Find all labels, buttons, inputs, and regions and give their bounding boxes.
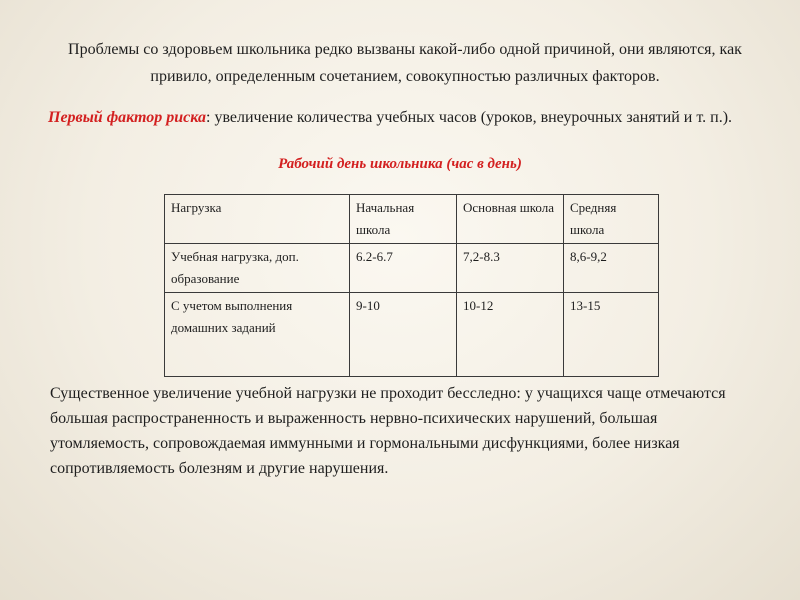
- header-cell: Основная школа: [457, 195, 564, 244]
- intro-paragraph: Проблемы со здоровьем школьника редко вызваны какой-либо одной причиной, они являются, как привило, определенным сочетанием, совокупностью различных факторов.: [68, 41, 742, 85]
- table-cell: 13-15: [564, 293, 659, 377]
- header-cell: Нагрузка: [165, 195, 350, 244]
- table-cell: 6.2-6.7: [350, 244, 457, 293]
- table-header-row: [165, 195, 659, 244]
- table-row: [165, 293, 659, 377]
- table-row: [165, 244, 659, 293]
- risk-factor-paragraph: [48, 106, 760, 130]
- header-cell: Средняя школа: [564, 195, 659, 244]
- table-cell: Учебная нагрузка, доп. образование: [165, 244, 350, 293]
- conclusion-paragraph: Существенное увеличение учебной нагрузки не проходит бесследно: у учащихся чаще отмечаются большая распространенность и выраженность нервно-психических нарушений, большая утомляемость, сопровождаемая иммунными и гормональными дисфункциями, более низкая сопротивляемость болезням и другие нарушения.: [50, 385, 726, 477]
- table-cell: 10-12: [457, 293, 564, 377]
- table-cell: 9-10: [350, 293, 457, 377]
- risk-factor-text: : увеличение количества учебных часов (уроков, внеурочных занятий и т. п.).: [206, 109, 733, 126]
- table-cell: 8,6-9,2: [564, 244, 659, 293]
- table-cell: С учетом выполнения домашних заданий: [165, 293, 350, 377]
- table-cell: 7,2-8.3: [457, 244, 564, 293]
- risk-factor-label: Первый фактор риска: [48, 109, 206, 126]
- header-cell: Начальная школа: [350, 195, 457, 244]
- workload-table: [164, 194, 659, 377]
- table-title: Рабочий день школьника (час в день): [278, 156, 522, 172]
